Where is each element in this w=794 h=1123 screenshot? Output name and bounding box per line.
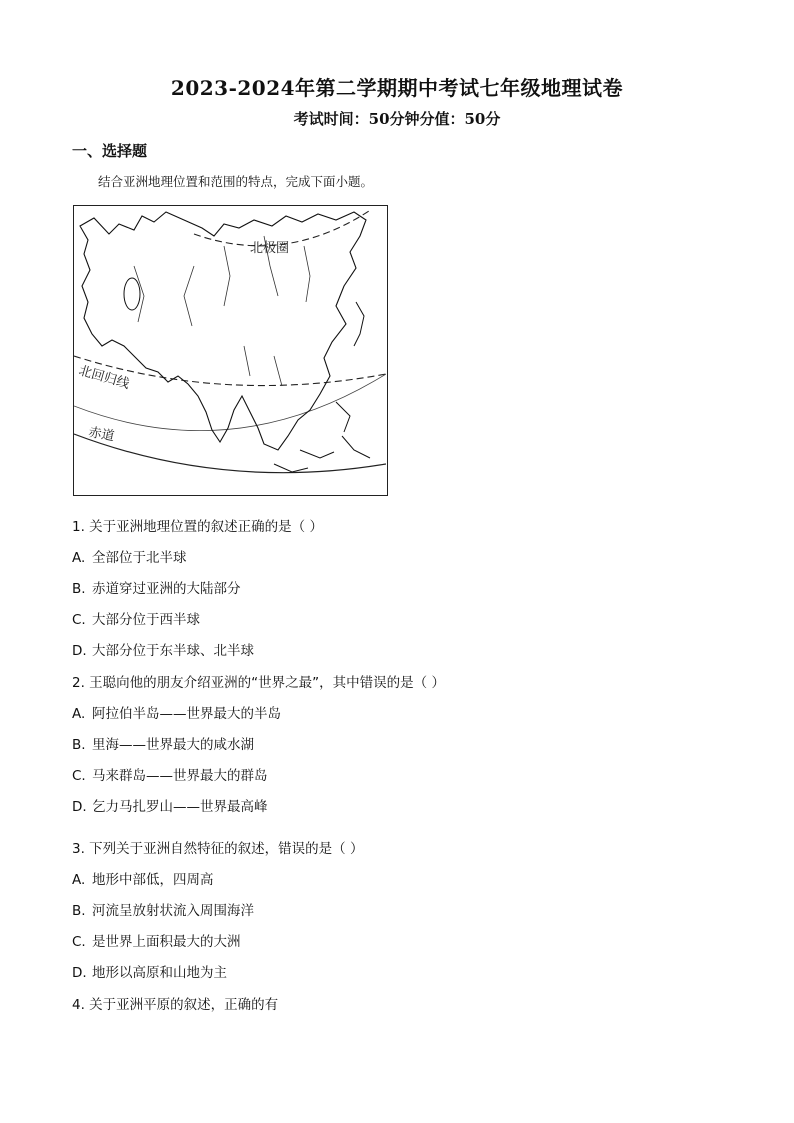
asia-map (73, 205, 388, 496)
question-1-option-a (72, 546, 187, 566)
option-key: B. (72, 737, 86, 753)
option-text: 里海——世界最大的咸水湖 (92, 737, 254, 753)
asia-map-drawing (74, 206, 386, 494)
option-key: A. (72, 550, 86, 566)
question-1-option-b (72, 577, 241, 597)
equator-line (74, 434, 386, 473)
option-text: 乞力马扎罗山——世界最高峰 (92, 799, 268, 815)
option-key: D. (72, 799, 87, 815)
option-text: 大部分位于西半球 (92, 612, 200, 628)
question-2-option-b (72, 733, 254, 753)
option-text: 地形以高原和山地为主 (92, 965, 227, 981)
question-3-stem: 3. 下列关于亚洲自然特征的叙述，错误的是（ ） (72, 841, 364, 857)
option-key: C. (72, 768, 86, 784)
islands (274, 302, 370, 472)
caspian-sea (124, 278, 140, 310)
question-2-option-c (72, 764, 268, 784)
option-key: D. (72, 643, 87, 659)
section-heading: 一、选择题 (72, 142, 148, 160)
option-text: 地形中部低，四周高 (92, 872, 214, 888)
exam-title: 2023-2024年第二学期期中考试七年级地理试卷 (170, 76, 624, 100)
asia-coastline (80, 212, 366, 450)
question-1-option-d (72, 639, 254, 659)
option-text: 赤道穿过亚洲的大陆部分 (92, 581, 241, 597)
option-key: B. (72, 903, 86, 919)
option-text: 是世界上面积最大的大洲 (92, 934, 241, 950)
option-text: 大部分位于东半球、北半球 (92, 643, 254, 659)
question-3-option-d (72, 961, 227, 981)
option-key: D. (72, 965, 87, 981)
option-key: C. (72, 612, 86, 628)
option-key: C. (72, 934, 86, 950)
option-key: A. (72, 706, 86, 722)
question-1-stem: 1. 关于亚洲地理位置的叙述正确的是（ ） (72, 519, 323, 535)
question-3-option-b (72, 899, 254, 919)
question-2-option-d (72, 795, 268, 815)
option-text: 全部位于北半球 (92, 550, 187, 566)
option-text: 阿拉伯半岛——世界最大的半岛 (92, 706, 281, 722)
question-3-option-c (72, 930, 241, 950)
option-key: B. (72, 581, 86, 597)
question-3-option-a (72, 868, 214, 888)
question-2-stem: 2. 王聪向他的朋友介绍亚洲的“世界之最”，其中错误的是（ ） (72, 675, 445, 691)
question-1-option-c (72, 608, 200, 628)
arctic-label: 北极圈 (250, 241, 290, 256)
question-4-stem: 4. 关于亚洲平原的叙述，正确的有 (72, 997, 279, 1013)
exam-time-score: 考试时间：50分钟分值：50分 (293, 110, 501, 128)
equator-label: 赤道 (87, 425, 116, 445)
option-key: A. (72, 872, 86, 888)
option-text: 马来群岛——世界最大的群岛 (92, 768, 268, 784)
intro-text: 结合亚洲地理位置和范围的特点，完成下面小题。 (98, 174, 374, 189)
river-lines (134, 236, 310, 386)
tropic-label: 北回归线 (76, 363, 132, 393)
option-text: 河流呈放射状流入周围海洋 (92, 903, 254, 919)
question-2-option-a (72, 702, 281, 722)
